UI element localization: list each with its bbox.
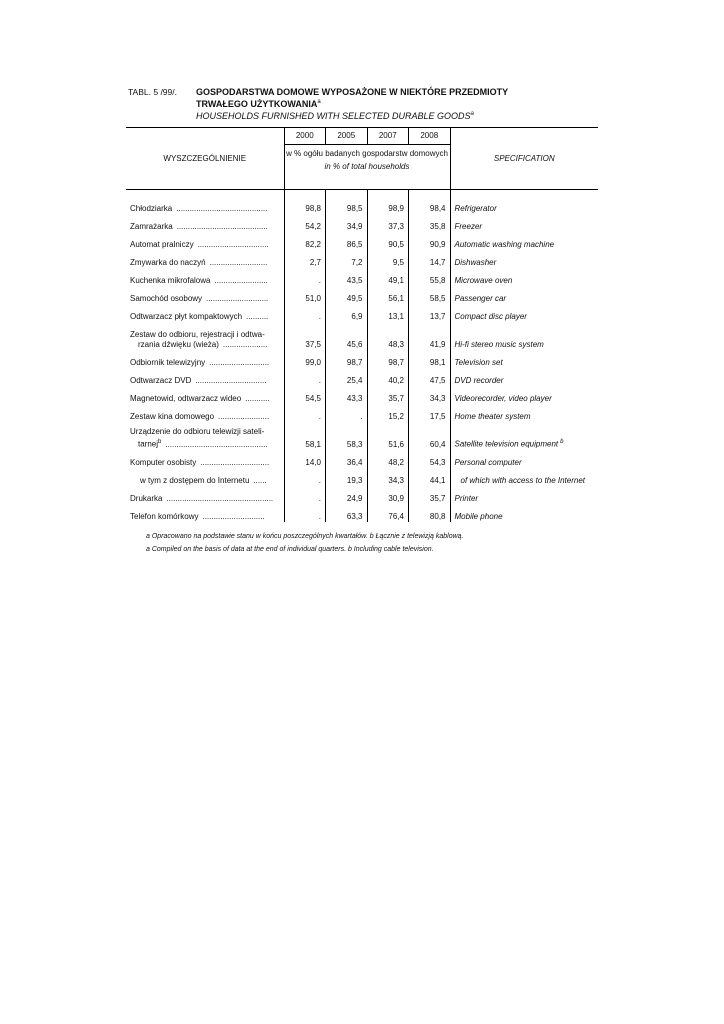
cell-value: .: [284, 404, 326, 422]
cell-value: 14,0: [284, 450, 326, 468]
cell-value: 48,2: [367, 450, 409, 468]
row-label-english: [450, 422, 598, 450]
row-label-english: [450, 268, 598, 286]
cell-value: 98,7: [367, 350, 409, 368]
table-title-english: [196, 111, 474, 121]
header-row-years: [126, 128, 598, 145]
leader-dots: ................................: [195, 376, 267, 385]
row-label-line2-text: rzania dźwięku (wieża): [138, 340, 219, 349]
table-title-polish: [196, 87, 556, 109]
cell-value: 37,3: [367, 214, 409, 232]
leader-dots: ....................: [222, 340, 268, 349]
row-label-polish: [126, 404, 284, 422]
footnote-polish: a Opracowano na podstawie stanu w końcu poszczególnych kwartałów. b Łącznie z telewizją kablową.: [146, 533, 464, 540]
row-footnote-mark: b: [560, 439, 564, 446]
row-label-text: Odtwarzacz DVD: [130, 376, 192, 385]
cell-value: .: [326, 404, 368, 422]
table-row: [126, 250, 598, 268]
header-unit-english: in % of total households: [324, 162, 410, 171]
cell-value: 90,9: [409, 232, 451, 250]
row-label-text: Odtwarzacz płyt kompaktowych: [130, 312, 243, 321]
row-label-english-text: Personal computer: [454, 458, 522, 467]
cell-value: .: [284, 504, 326, 522]
row-label-text: Zmywarka do naczyń: [130, 258, 206, 267]
row-label-polish: [126, 386, 284, 404]
row-label-english: [450, 286, 598, 304]
footnote-english: a Compiled on the basis of data at the end of individual quarters. b Including cable television.: [146, 546, 434, 553]
table-row: [126, 214, 598, 232]
row-label-polish: [126, 468, 284, 486]
cell-value: 35,8: [409, 214, 451, 232]
cell-value: 45,6: [326, 322, 368, 350]
cell-value: 2,7: [284, 250, 326, 268]
row-label-english: [450, 450, 598, 468]
row-label-polish: [126, 196, 284, 214]
row-label-english: [450, 232, 598, 250]
row-label-english: [450, 304, 598, 322]
row-label-text: Odbiornik telewizyjny: [130, 358, 206, 367]
row-label-english-text: DVD recorder: [454, 376, 504, 385]
header-label-english: SPECIFICATION: [450, 128, 598, 190]
row-label-text: Drukarka: [130, 494, 163, 503]
table-row: [126, 232, 598, 250]
cell-value: .: [284, 268, 326, 286]
row-label-english-text: Hi-fi stereo music system: [454, 340, 544, 349]
cell-value: 48,3: [367, 322, 409, 350]
cell-value: 49,5: [326, 286, 368, 304]
row-label-text: Magnetowid, odtwarzacz wideo: [130, 394, 242, 403]
table-number: TABL. 5 /99/.: [128, 87, 177, 97]
cell-value: 14,7: [409, 250, 451, 268]
cell-value: 9,5: [367, 250, 409, 268]
cell-value: 82,2: [284, 232, 326, 250]
cell-value: 58,3: [326, 422, 368, 450]
leader-dots: ..............................................: [165, 440, 268, 449]
row-label-polish: [126, 268, 284, 286]
row-label-polish: [126, 368, 284, 386]
row-footnote-mark: b: [158, 439, 162, 446]
cell-value: 44,1: [409, 468, 451, 486]
row-label-text: Chłodziarka: [130, 204, 173, 213]
row-label-english: [450, 386, 598, 404]
table-row: [126, 368, 598, 386]
title-pl-text: GOSPODARSTWA DOMOWE WYPOSAŻONE W NIEKTÓRE PRZEDMIOTY TRWAŁEGO UŻYTKOWANIA: [196, 87, 509, 109]
header-unit: [284, 145, 450, 190]
row-label-line2: [130, 437, 280, 450]
cell-value: 63,3: [326, 504, 368, 522]
row-label-line2: [130, 340, 280, 350]
leader-dots: ..........................: [209, 258, 268, 267]
cell-value: 47,5: [409, 368, 451, 386]
row-label-text: Kuchenka mikrofalowa: [130, 276, 211, 285]
row-label-polish: [126, 232, 284, 250]
cell-value: 54,3: [409, 450, 451, 468]
cell-value: 34,3: [409, 386, 451, 404]
cell-value: 36,4: [326, 450, 368, 468]
table-row: [126, 286, 598, 304]
leader-dots: .........................................: [176, 204, 268, 213]
cell-value: 43,5: [326, 268, 368, 286]
cell-value: .: [284, 486, 326, 504]
row-label-english-text: Automatic washing machine: [454, 240, 555, 249]
table-row: [126, 196, 598, 214]
table-row: [126, 468, 598, 486]
cell-value: 15,2: [367, 404, 409, 422]
row-label-text: Zamrażarka: [130, 222, 173, 231]
row-label-english: [450, 504, 598, 522]
cell-value: 7,2: [326, 250, 368, 268]
cell-value: 17,5: [409, 404, 451, 422]
cell-value: 49,1: [367, 268, 409, 286]
table-row: [126, 422, 598, 450]
table-row: [126, 504, 598, 522]
cell-value: 54,2: [284, 214, 326, 232]
cell-value: 60,4: [409, 422, 451, 450]
row-label-english: [450, 404, 598, 422]
row-label-english-text: Videorecorder, video player: [454, 394, 552, 403]
row-label-english-text: Freezer: [454, 222, 483, 231]
row-label-english: [450, 250, 598, 268]
header-year: 2007: [367, 128, 409, 145]
row-label-line2-text: tarnej: [138, 440, 159, 449]
cell-value: 43,3: [326, 386, 368, 404]
row-label-polish: [126, 286, 284, 304]
leader-dots: ..........: [246, 312, 269, 321]
row-label-text: Komputer osobisty: [130, 458, 197, 467]
cell-value: 90,5: [367, 232, 409, 250]
row-label-english-text: Microwave oven: [454, 276, 513, 285]
cell-value: .: [284, 368, 326, 386]
row-label-polish: [126, 504, 284, 522]
table-row: [126, 350, 598, 368]
leader-dots: .........................................: [176, 222, 268, 231]
row-label-line1: Zestaw do odbioru, rejestracji i odtwa-: [130, 330, 265, 339]
cell-value: 98,9: [367, 196, 409, 214]
row-label-polish: [126, 350, 284, 368]
cell-value: 37,5: [284, 322, 326, 350]
row-label-english: [450, 468, 598, 486]
cell-value: 6,9: [326, 304, 368, 322]
cell-value: 80,8: [409, 504, 451, 522]
row-label-english: [450, 486, 598, 504]
row-label-polish: [126, 486, 284, 504]
row-label-english-text: Home theater system: [454, 412, 531, 421]
row-label-polish: [126, 422, 284, 450]
row-label-text: w tym z dostępem do Internetu: [140, 476, 250, 485]
leader-dots: ...............................: [200, 458, 270, 467]
cell-value: 19,3: [326, 468, 368, 486]
cell-value: 98,5: [326, 196, 368, 214]
cell-value: 99,0: [284, 350, 326, 368]
row-label-english: [450, 368, 598, 386]
cell-value: 51,6: [367, 422, 409, 450]
cell-value: .: [284, 304, 326, 322]
row-label-english: [450, 350, 598, 368]
cell-value: 58,1: [284, 422, 326, 450]
table-row: [126, 486, 598, 504]
row-label-english-text: of which with access to the Internet: [460, 476, 586, 485]
leader-dots: ...........................: [209, 358, 270, 367]
header-year: 2000: [284, 128, 326, 145]
cell-value: 54,5: [284, 386, 326, 404]
cell-value: 58,5: [409, 286, 451, 304]
leader-dots: ............................: [206, 294, 269, 303]
table-row: [126, 450, 598, 468]
cell-value: 98,1: [409, 350, 451, 368]
cell-value: 86,5: [326, 232, 368, 250]
cell-value: 56,1: [367, 286, 409, 304]
cell-value: 98,7: [326, 350, 368, 368]
row-label-english-text: Printer: [454, 494, 479, 503]
row-label-english-text: Satellite television equipment: [454, 440, 559, 449]
cell-value: 35,7: [367, 386, 409, 404]
row-label-text: Samochód osobowy: [130, 294, 203, 303]
row-label-english: [450, 196, 598, 214]
cell-value: 76,4: [367, 504, 409, 522]
cell-value: 51,0: [284, 286, 326, 304]
cell-value: 30,9: [367, 486, 409, 504]
row-label-polish: [126, 450, 284, 468]
leader-dots: ...........: [245, 394, 270, 403]
cell-value: 41,9: [409, 322, 451, 350]
row-label-text: Automat pralniczy: [130, 240, 194, 249]
row-label-polish: [126, 304, 284, 322]
table-row: [126, 404, 598, 422]
row-label-english-text: Mobile phone: [454, 512, 503, 521]
table-row: [126, 304, 598, 322]
row-label-polish: [126, 322, 284, 350]
cell-value: 40,2: [367, 368, 409, 386]
row-label-polish: [126, 250, 284, 268]
table-row: [126, 322, 598, 350]
title-pl-footnote-mark: a: [317, 99, 321, 105]
row-label-english-text: Dishwasher: [454, 258, 497, 267]
row-label-english: [450, 214, 598, 232]
row-label-text: Telefon komórkowy: [130, 512, 199, 521]
cell-value: .: [284, 468, 326, 486]
row-label-english-text: Compact disc player: [454, 312, 527, 321]
row-label-text: Zestaw kina domowego: [130, 412, 215, 421]
title-en-footnote-mark: a: [470, 111, 474, 117]
leader-dots: ............................: [202, 512, 265, 521]
row-label-line1: Urządzenie do odbioru telewizji sateli-: [130, 427, 265, 437]
leader-dots: ................................: [197, 240, 269, 249]
cell-value: 98,4: [409, 196, 451, 214]
leader-dots: ........................: [214, 276, 268, 285]
row-label-polish: [126, 214, 284, 232]
title-en-text: HOUSEHOLDS FURNISHED WITH SELECTED DURABLE GOODS: [196, 111, 471, 121]
header-year: 2005: [326, 128, 368, 145]
row-label-english-text: Refrigerator: [454, 204, 497, 213]
header-label-polish: WYSZCZEGÓLNIENIE: [163, 153, 247, 163]
data-table: [126, 127, 598, 522]
cell-value: 24,9: [326, 486, 368, 504]
table-row: [126, 386, 598, 404]
cell-value: 25,4: [326, 368, 368, 386]
header-year: 2008: [409, 128, 451, 145]
row-label-english-text: Television set: [454, 358, 503, 367]
cell-value: 13,7: [409, 304, 451, 322]
cell-value: 55,8: [409, 268, 451, 286]
leader-dots: .......................: [218, 412, 270, 421]
header-unit-polish: w % ogółu badanych gospodarstw domowych: [286, 149, 448, 158]
table-row: [126, 268, 598, 286]
cell-value: 13,1: [367, 304, 409, 322]
row-label-english: [450, 322, 598, 350]
leader-dots: ................................................: [166, 494, 274, 503]
cell-value: 98,8: [284, 196, 326, 214]
leader-dots: ......: [253, 476, 267, 485]
row-label-english-text: Passenger car: [454, 294, 507, 303]
cell-value: 34,9: [326, 214, 368, 232]
cell-value: 35,7: [409, 486, 451, 504]
cell-value: 34,3: [367, 468, 409, 486]
